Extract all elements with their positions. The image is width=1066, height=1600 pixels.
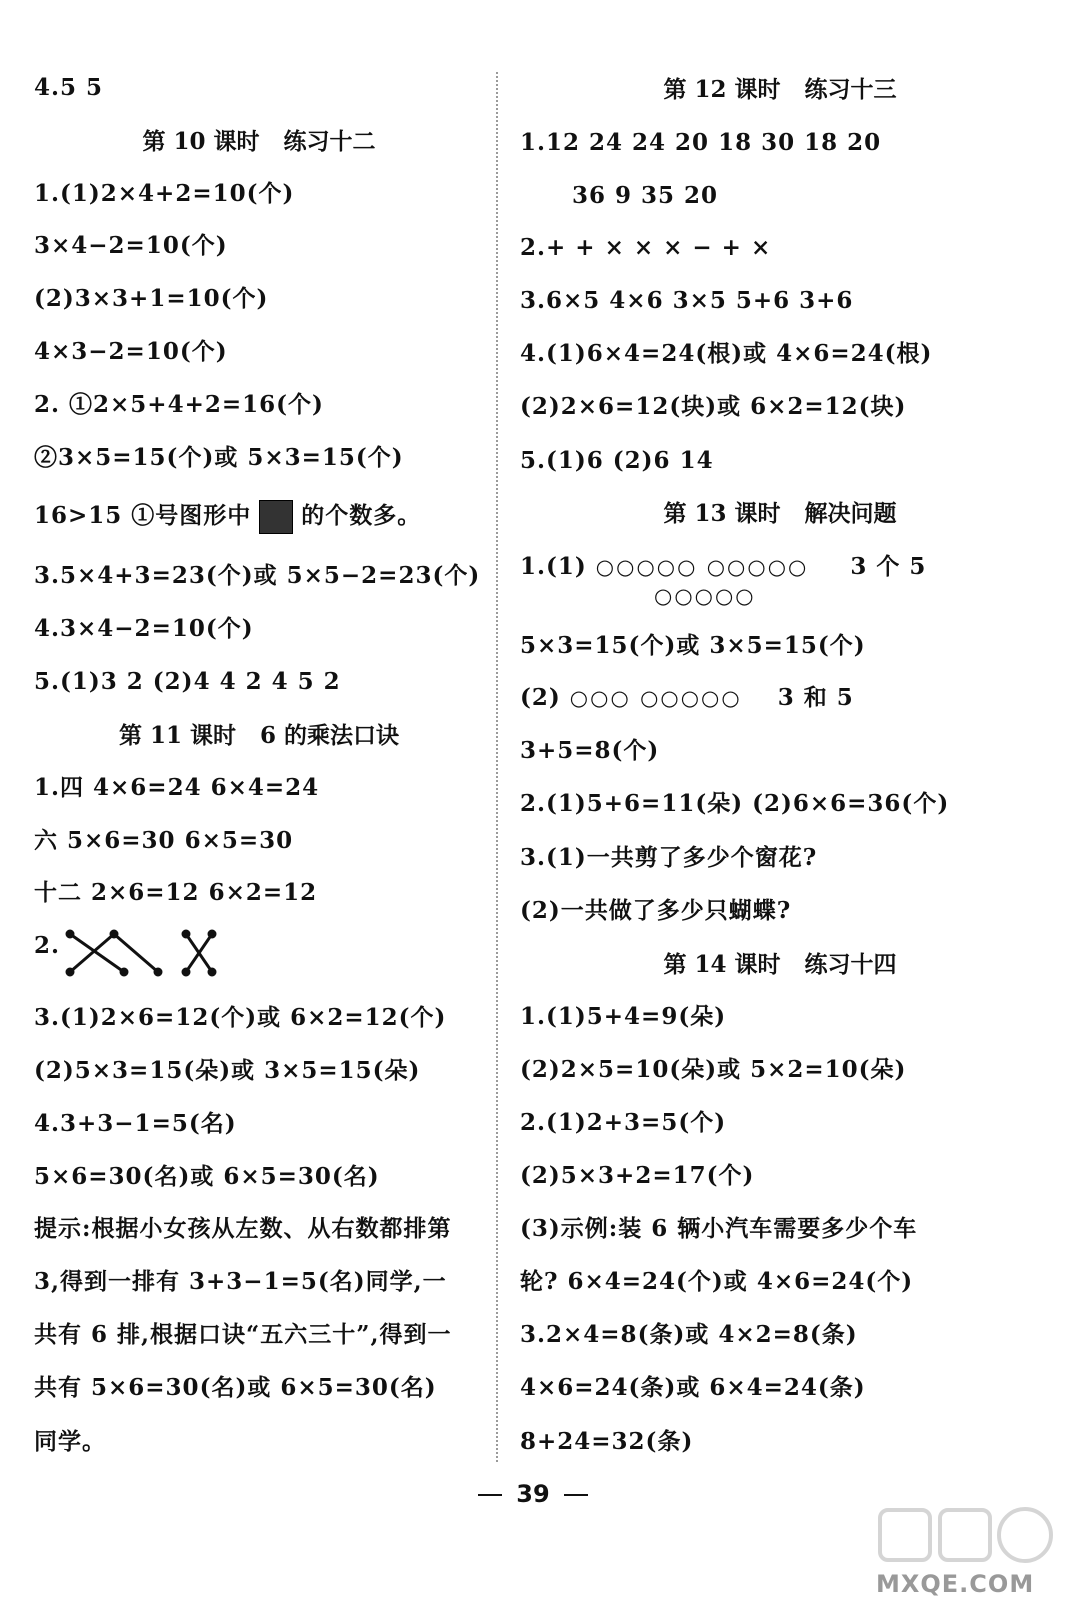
page-number: 39: [0, 1480, 1066, 1508]
section-heading-11: 第 11 课时 6 的乘法口诀: [118, 722, 400, 749]
answer-line: (2)2×6=12(块)或 6×2=12(块): [520, 393, 907, 420]
answer-line: 2.(1)5+6=11(朵) (2)6×6=36(个): [520, 790, 950, 817]
answer-line: (2)5×3+2=17(个): [520, 1162, 755, 1189]
answer-line: 4.(1)6×4=24(根)或 4×6=24(根): [520, 340, 933, 367]
answer-line: 2.: [34, 932, 61, 959]
watermark-text: MXQE.COM: [876, 1570, 1035, 1598]
answer-line: 3.(1)2×6=12(个)或 6×2=12(个): [34, 1004, 447, 1031]
answer-line: 5×3=15(个)或 3×5=15(个): [520, 632, 866, 659]
answer-line: 3.6×5 4×6 3×5 5+6 3+6: [520, 287, 854, 314]
circle-group: ○○○○○: [654, 583, 756, 608]
answer-line: 1.12 24 24 20 18 30 18 20: [520, 129, 882, 156]
answer-line: 4×6=24(条)或 6×4=24(条): [520, 1374, 866, 1401]
dark-square-icon: [259, 500, 293, 534]
answer-line: 1.(1) ○○○○○ ○○○○○ 3 个 5: [520, 553, 927, 580]
hint-line: 同学。: [34, 1428, 106, 1455]
answer-line: 3.5×4+3=23(个)或 5×5−2=23(个): [34, 562, 481, 589]
hint-line: 提示:根据小女孩从左数、从右数都排第: [34, 1215, 452, 1242]
answer-line: 3+5=8(个): [520, 737, 660, 764]
section-heading-12: 第 12 课时 练习十三: [663, 76, 897, 103]
hint-line: 共有 5×6=30(名)或 6×5=30(名): [34, 1374, 437, 1401]
answer-line: (2)3×3+1=10(个): [34, 285, 269, 312]
answer-line: 4.5 5: [34, 74, 104, 101]
answer-line: 4.3×4−2=10(个): [34, 615, 254, 642]
hint-line: 共有 6 排,根据口诀“五六三十”,得到一: [34, 1321, 452, 1348]
answer-line: 4×3−2=10(个): [34, 338, 228, 365]
section-heading-10: 第 10 课时 练习十二: [142, 128, 376, 155]
answer-line: 3.2×4=8(条)或 4×2=8(条): [520, 1321, 858, 1348]
answer-line: 3×4−2=10(个): [34, 232, 228, 259]
answer-line: 5.(1)3 2 (2)4 4 2 4 5 2: [34, 668, 341, 695]
answer-line: 5.(1)6 (2)6 14: [520, 447, 714, 474]
section-heading-14: 第 14 课时 练习十四: [663, 951, 897, 978]
answer-line: 8+24=32(条): [520, 1428, 694, 1455]
circle-group: ○○○○○ ○○○○○: [595, 554, 809, 579]
answer-line: 1.(1)5+4=9(朵): [520, 1003, 727, 1030]
answer-line: 轮? 6×4=24(个)或 4×6=24(个): [520, 1268, 914, 1295]
answer-line: 2. ①2×5+4+2=16(个): [34, 391, 324, 418]
answer-line: 1.四 4×6=24 6×4=24: [34, 774, 320, 801]
answer-line: 2.(1)2+3=5(个): [520, 1109, 727, 1136]
answer-line: ②3×5=15(个)或 5×3=15(个): [34, 444, 404, 471]
answer-line: (2)一共做了多少只蝴蝶?: [520, 897, 792, 924]
answer-line: 1.(1)2×4+2=10(个): [34, 180, 295, 207]
answer-line: 六 5×6=30 6×5=30: [34, 827, 294, 854]
column-divider: [496, 72, 498, 1462]
answer-line: 16>15 ①号图形中 的个数多。: [34, 500, 421, 534]
hint-line: 3,得到一排有 3+3−1=5(名)同学,一: [34, 1268, 447, 1295]
answer-line: 3.(1)一共剪了多少个窗花?: [520, 844, 818, 871]
answer-line: (3)示例:装 6 辆小汽车需要多少个车: [520, 1215, 918, 1242]
answer-line: 4.3+3−1=5(名): [34, 1110, 237, 1137]
matching-lines-icon: [62, 928, 232, 978]
answer-line: 36 9 35 20: [572, 182, 719, 209]
answer-line: 十二 2×6=12 6×2=12: [34, 879, 318, 906]
answer-line: (2)2×5=10(朵)或 5×2=10(朵): [520, 1056, 907, 1083]
circle-group: ○○○ ○○○○○: [569, 685, 742, 710]
section-heading-13: 第 13 课时 解决问题: [663, 500, 897, 527]
answer-line: 5×6=30(名)或 6×5=30(名): [34, 1163, 380, 1190]
answer-line: (2)5×3=15(朵)或 3×5=15(朵): [34, 1057, 421, 1084]
answer-line: (2) ○○○ ○○○○○ 3 和 5: [520, 684, 854, 711]
answer-line: 2.+ + × × × − + ×: [520, 234, 772, 261]
